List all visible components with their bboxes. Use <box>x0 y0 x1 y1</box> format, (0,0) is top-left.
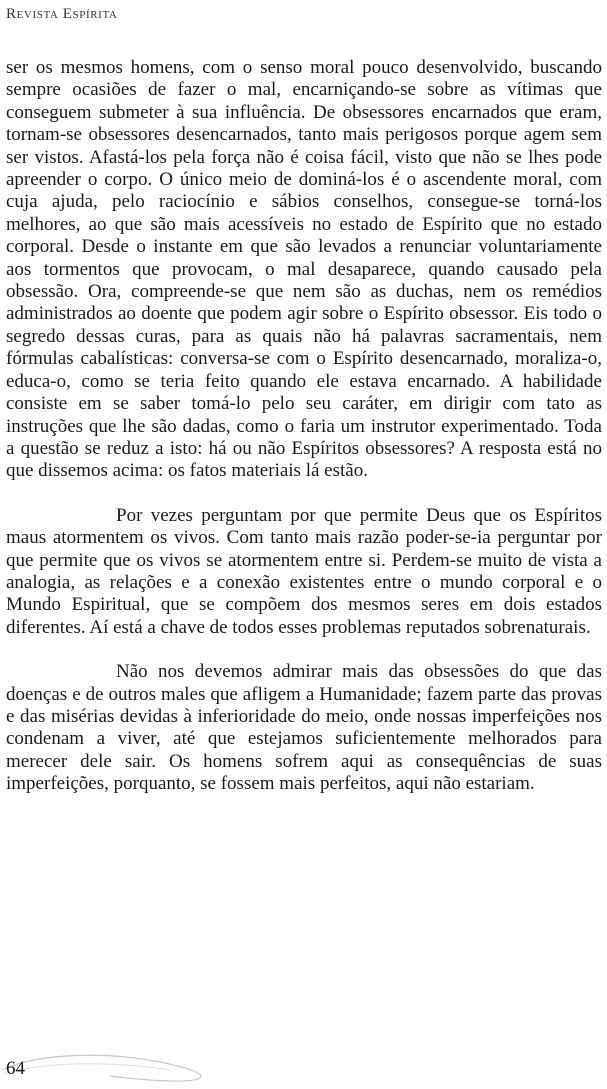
running-header: Revista Espírita <box>6 6 118 22</box>
body-text <box>6 57 602 796</box>
footer-swirl-ornament <box>0 1040 220 1089</box>
paragraph: Por vezes perguntam por que permite Deus que os Espíritos maus atormentem os vivos. Com tanto mais razão poder-se-ia perguntar por que permite que os vivos se atormentem entre si. Perdem-se muito de vista a analogia, as relações e a conexão existentes entre o mundo corporal e o Mundo Espiritual, que se compõem dos mesmos seres em dois estados diferentes. Aí está a chave de todos esses problemas reputados sobrenaturais. <box>6 504 602 638</box>
page-number: 64 <box>6 1058 25 1079</box>
paragraph-continuation: ser os mesmos homens, com o senso moral pouco desenvolvido, buscando sempre ocasiões de fazer o mal, encarniçando-se sobre as vítimas que conseguem submeter à sua influência. De obsessores encarnados que eram, tornam-se obsessores desencarnados, tanto mais perigosos porque agem sem ser vistos. Afastá-los pela força não é coisa fácil, visto que não se lhes pode apreender o corpo. O único meio de dominá-los é o ascendente moral, com cuja ajuda, pelo raciocínio e sábios conselhos, consegue-se torná-los melhores, ao que são mais acessíveis no estado de Espírito que no estado corporal. Desde o instante em que são levados a renunciar voluntariamente aos tormentos que provocam, o mal desaparece, quando causado pela obsessão. Ora, compreende-se que nem são as duchas, nem os remédios administrados ao doente que podem agir sobre o Espírito obsessor. Eis todo o segredo dessas curas, para as quais não há palavras sacramentais, nem fórmulas cabalísticas: conversa-se com o Espírito desencarnado, moraliza-o, educa-o, como se teria feito quando ele estava encarnado. A habilidade consiste em se saber tomá-lo pelo seu caráter, em dirigir com tato as instruções que lhe são dadas, como o faria um instrutor experimentado. Toda a questão se reduz a isto: há ou não Espíritos obsessores? A resposta está no que dissemos acima: os fatos materiais lá estão. <box>6 57 602 482</box>
paragraph: Não nos devemos admirar mais das obsessões do que das doenças e de outros males que afligem a Humanidade; fazem parte das provas e das misérias devidas à inferioridade do meio, onde nossas imperfeições nos condenam a viver, até que estejamos suficientemente melhorados para merecer dele sair. Os homens sofrem aqui as consequências de suas imperfeições, porquanto, se fossem mais perfeitos, aqui não estariam. <box>6 661 602 795</box>
